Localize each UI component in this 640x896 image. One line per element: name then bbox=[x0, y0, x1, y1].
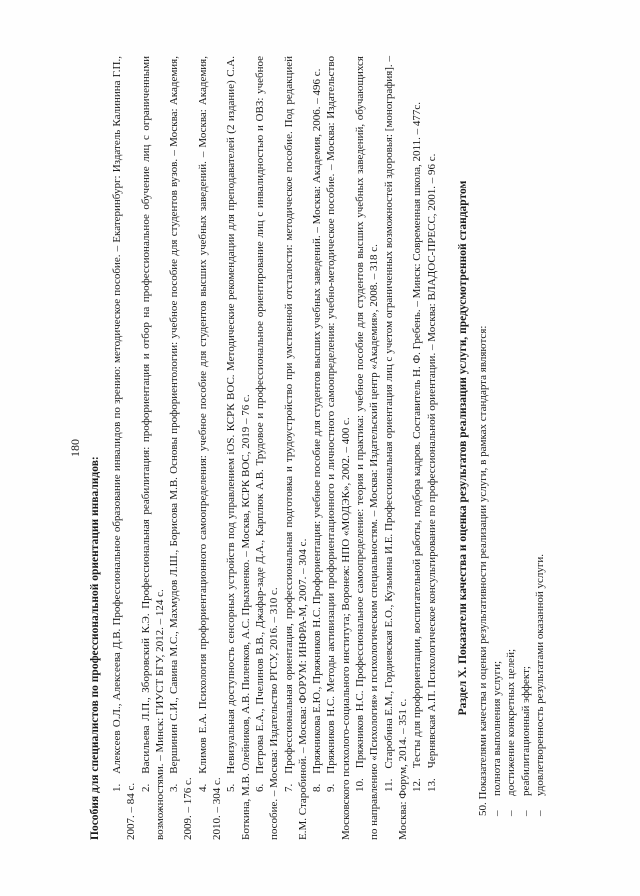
reference-text: Чернявская А.П. Психологическое консультирование по профессиональной ориентации. – Москва: ВЛАДОС-ПРЕСС, 2001. – 96 с. bbox=[425, 153, 438, 769]
section-title-manuals: Пособия для специалистов по профессиональной ориентации инвалидов: bbox=[89, 456, 101, 840]
reference-list bbox=[110, 56, 439, 840]
indicator-item bbox=[490, 116, 504, 816]
reference-text: Пряжников Н.С. Методы активизации профориентационного и личностного самоопределения: учебно-методическое пособие. – Москва: Издательство Московского психолого-социального института; Воронеж: НПО «МОДЭК», 2002. – 400 с. bbox=[325, 56, 352, 840]
dash-marker: – bbox=[533, 810, 546, 816]
reference-text: Климов Е.А. Психология профориентационного самоопределения: учебное пособие для студентов высших учебных заведений. – Москва: Академия, 2010. – 304 с. bbox=[196, 56, 224, 840]
reference-number: 5. bbox=[225, 783, 238, 792]
reference-item bbox=[253, 56, 282, 840]
indicator-item bbox=[504, 116, 518, 816]
reference-number: 8. bbox=[311, 783, 324, 792]
reference-item bbox=[324, 56, 353, 840]
reference-item bbox=[167, 56, 196, 840]
indicator-text: удовлетворенность результатами оказанной услуги. bbox=[533, 553, 546, 796]
section-title-quality: Раздел X. Показатели качества и оценка результатов реализации услуги, предусмотренной стандартом bbox=[457, 180, 469, 716]
reference-text: Профессиональная ориентация, профессиональная подготовка и трудоустройство при умственной отсталости: методическое пособие. Под редакцией Е.М. Старобиной. – Москва: ФОРУМ: ИНФРА-М, 2007. – 304 с. bbox=[282, 56, 309, 840]
reference-item bbox=[310, 56, 324, 840]
reference-item bbox=[139, 56, 168, 840]
reference-item bbox=[382, 56, 411, 840]
reference-text: Старобина Е.М., Гордиевская Е.О., Кузьмина И.Е. Профессиональная ориентация лиц с учетом ограниченных возможностей здоровья: [монография]. – Москва: Форум, 2014. – 351 с. bbox=[382, 56, 409, 840]
reference-number: 2. bbox=[139, 783, 152, 792]
reference-item bbox=[353, 56, 382, 840]
paragraph-50: 50. Показателями качества и оценки результативности реализации услуги, в рамках стандарта являются: bbox=[477, 325, 489, 816]
rotated-page bbox=[68, 56, 546, 840]
reference-text: Невизуальная доступность сенсорных устройств под управлением iOS. КСРК ВОС. Методические рекомендации для преподавателей (2 издание) С.А. Боткина, М.В. Олейников, А.В. Пиленков, А.С. Прыхненко. – Москва, КСРК ВОС, 2019 – 76 с. bbox=[225, 56, 252, 840]
reference-number: 6. bbox=[253, 783, 266, 792]
page-number: 180 bbox=[68, 439, 82, 457]
reference-number: 13. bbox=[425, 778, 438, 792]
dash-marker: – bbox=[519, 810, 532, 816]
indicator-text: достижение конкретных целей; bbox=[505, 648, 518, 796]
indicator-list bbox=[490, 116, 547, 816]
reference-text: Тесты для профориентации, воспитательной работы, подбора кадров. Составитель Н. Ф. Гребень. – Минск: Современная школа, 2011. – 477с. bbox=[411, 102, 424, 769]
reference-number: 10. bbox=[354, 778, 367, 792]
reference-item bbox=[110, 56, 139, 840]
dash-marker: – bbox=[491, 810, 503, 816]
dash-marker: – bbox=[505, 810, 518, 816]
reference-text: Алексеев О.Л., Алексеева Д.В. Профессиональное образование инвалидов по зрению: методическое пособие. – Екатеринбург: Издатель Калинина Г.П., 2007. – 84 с. bbox=[111, 56, 138, 840]
reference-number: 4. bbox=[196, 783, 209, 792]
reference-text: Петрова Е.А., Пчелинов В.В., Джафар-заде Д.А., Карплюк А.В. Трудовое и профессиональное ориентирование лиц с инвалидностью и ОВЗ: учебное пособие. – Москва: Издательство РГСУ, 2016. – 310 с. bbox=[253, 56, 281, 840]
reference-number: 1. bbox=[111, 783, 123, 792]
reference-text: Васильева Л.П., Зборовский К.Э. Профессиональная реабилитация: профориентация и отбор на профессиональное обучение лиц с ограниченными возможностями. – Минск: ГИУСТ БГУ, 2012. – 124 с. bbox=[139, 56, 166, 840]
reference-item bbox=[410, 56, 424, 840]
reference-number: 9. bbox=[325, 783, 338, 792]
reference-item bbox=[282, 56, 311, 840]
reference-number: 3. bbox=[168, 783, 181, 792]
indicator-text: реабилитационный эффект; bbox=[519, 666, 532, 796]
reference-item bbox=[425, 56, 439, 840]
reference-number: 12. bbox=[411, 778, 424, 792]
reference-number: 11. bbox=[382, 778, 395, 792]
reference-item bbox=[196, 56, 225, 840]
reference-number: 7. bbox=[282, 783, 295, 792]
reference-text: Пряжникова Е.Ю., Пряжников Н.С. Профориентация: учебное пособие для студентов высших учебных заведений. – Москва: Академия, 2006. – 496 с. bbox=[311, 68, 324, 774]
reference-text: Вершинин С.И., Савина М.С., Махмудов Л.Ш., Борисова М.В. Основы профориентологии: учебное пособие для студентов вузов. – Москва: Академия, 2009. – 176 с. bbox=[168, 56, 195, 840]
indicator-item bbox=[533, 116, 547, 816]
indicator-text: полнота выполнения услуги; bbox=[491, 660, 503, 796]
indicator-item bbox=[519, 116, 533, 816]
reference-item bbox=[224, 56, 253, 840]
reference-text: Пряжников Н.С. Профессиональное самоопределение: теория и практика: учебное пособие для студентов высших учебных заведений, обучающихся по направлению «Психология» и психологическим специальностям. – Москва: Издательский центр «Академия», 2008. – 318 с. bbox=[354, 56, 381, 840]
